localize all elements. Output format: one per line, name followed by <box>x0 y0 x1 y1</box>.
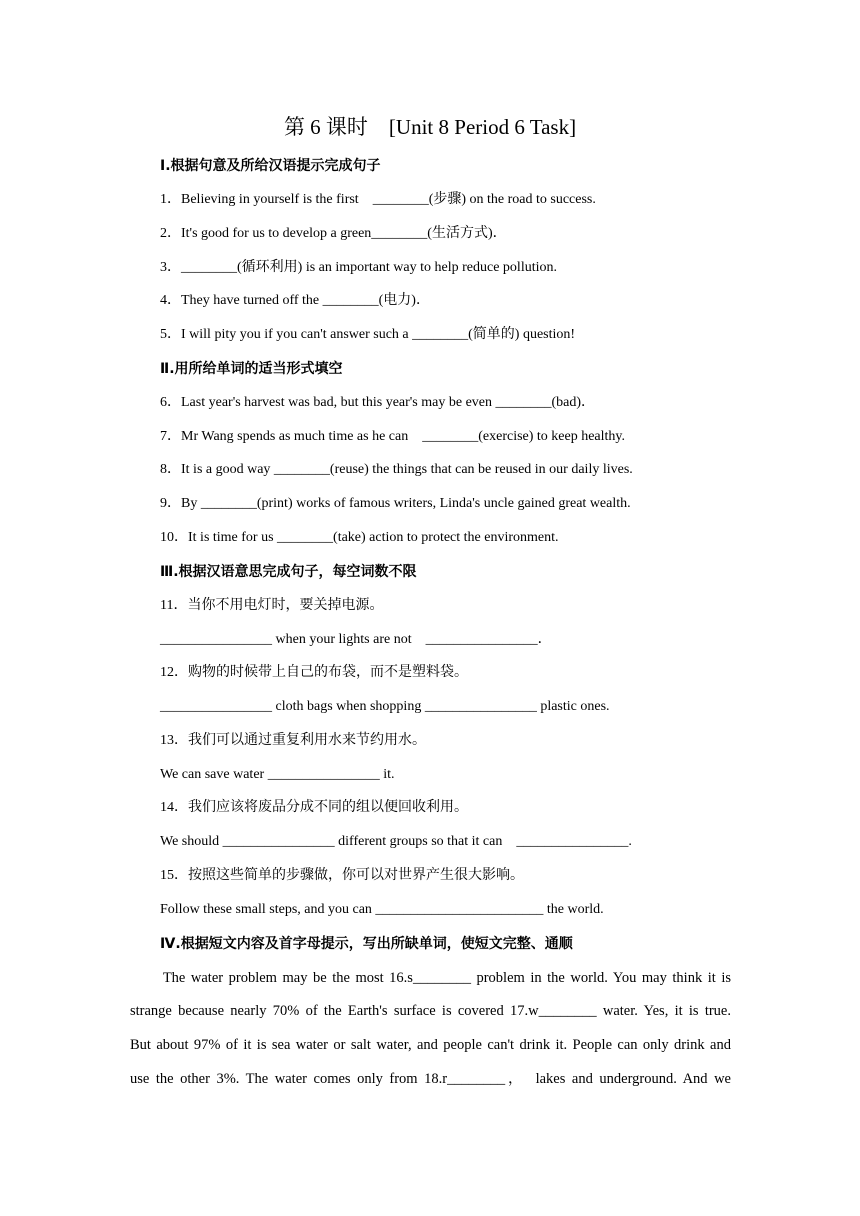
question-13-prompt: 13．我们可以通过重复利用水来节约用水。 <box>160 733 426 748</box>
question-6: 6．Last year's harvest was bad, but this year's may be even ________(bad)． <box>160 395 596 410</box>
question-4: 4．They have turned off the ________(电力)． <box>160 293 430 308</box>
passage-line-1: The water problem may be the most 16.s________ problem in the world. You may think it is <box>130 970 731 986</box>
question-5: 5．I will pity you if you can't answer such a ________(简单的) question! <box>160 327 576 342</box>
question-11-prompt: 11．当你不用电灯时，要关掉电源。 <box>160 598 384 613</box>
question-12-prompt: 12．购物的时候带上自己的布袋，而不是塑料袋。 <box>160 665 468 680</box>
question-2: 2．It's good for us to develop a green________(生活方式)． <box>160 226 507 241</box>
question-8: 8．It is a good way ________(reuse) the things that can be reused in our daily lives. <box>160 462 633 477</box>
section-1-heading: Ⅰ.根据句意及所给汉语提示完成句子 <box>160 158 381 174</box>
passage-line-4: use the other 3%. The water comes only from 18.r________， lakes and underground. And we <box>130 1071 731 1087</box>
question-12-answer-line: ________________ cloth bags when shopping ________________ plastic ones. <box>160 699 610 714</box>
section-2-heading: Ⅱ.用所给单词的适当形式填空 <box>160 361 343 377</box>
question-14-answer-line: We should ________________ different groups so that it can ________________. <box>160 834 632 849</box>
question-15-prompt: 15．按照这些简单的步骤做，你可以对世界产生很大影响。 <box>160 868 524 883</box>
question-13-answer-line: We can save water ________________ it. <box>160 767 395 782</box>
question-15-answer-line: Follow these small steps, and you can ________________________ the world. <box>160 902 604 917</box>
question-1: 1．Believing in yourself is the first ________(步骤) on the road to success. <box>160 192 596 207</box>
passage-line-2: strange because nearly 70% of the Earth's surface is covered 17.w________ water. Yes, it is true. <box>130 1003 731 1019</box>
section-4-heading: Ⅳ.根据短文内容及首字母提示，写出所缺单词，使短文完整、通顺 <box>160 936 573 952</box>
page-title: 第 6 课时 [Unit 8 Period 6 Task] <box>283 115 577 139</box>
question-14-prompt: 14．我们应该将废品分成不同的组以便回收利用。 <box>160 800 468 815</box>
question-7: 7．Mr Wang spends as much time as he can ________(exercise) to keep healthy. <box>160 429 626 444</box>
passage-line-3: But about 97% of it is sea water or salt water, and people can't drink it. People can only drink and <box>130 1037 731 1053</box>
question-11-answer-line: ________________ when your lights are not ________________． <box>160 632 552 647</box>
question-3: 3．________(循环利用) is an important way to help reduce pollution. <box>160 260 557 275</box>
question-10: 10．It is time for us ________(take) action to protect the environment. <box>160 530 559 545</box>
question-9: 9．By ________(print) works of famous writers, Linda's uncle gained great wealth. <box>160 496 631 511</box>
section-3-heading: Ⅲ.根据汉语意思完成句子，每空词数不限 <box>160 564 417 580</box>
